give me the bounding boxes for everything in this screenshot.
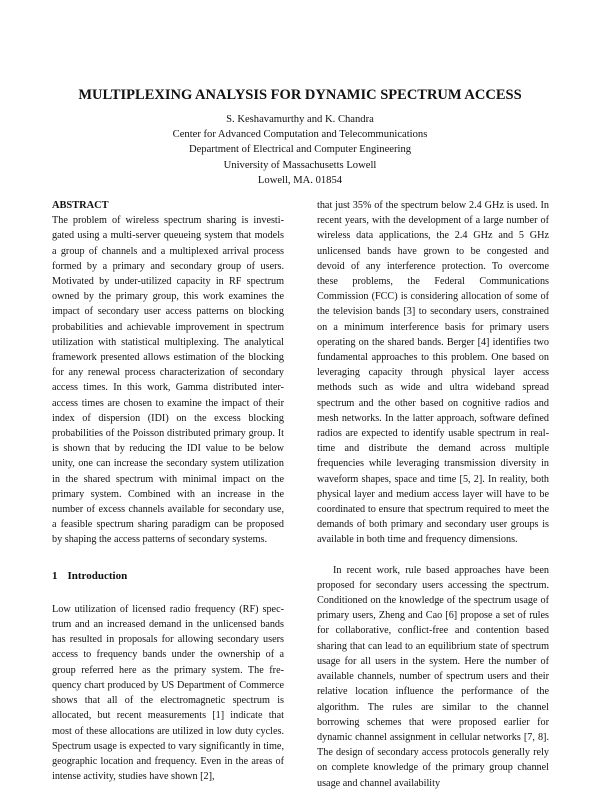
paper-title: MULTIPLEXING ANALYSIS FOR DYNAMIC SPECTRUM ACCESS bbox=[78, 87, 522, 103]
abstract-text: The problem of wireless spectrum sharing is investigated using a multi-server queueing system that models a group of channels and a multiplexed arrival process formed by a primary and secondary group of users. Motivated by under-utilized capacity in RF spectrum owned by the primary group, this work examines the impact of secondary user access patterns on blocking probabilities and achievable improvement in spectrum utilization with statistical multiplexing. The analytical framework presented allows estimation of the blocking for any renewal process characterization of secondary access times. In this work, Gamma distributed inter-access times are chosen to examine the impact of their index of dispersion (IDI) on the excess blocking probabilities of the Poisson distributed primary group. It is shown that by reducing the IDI value to be below unity, one can increase the secondary system utilization in the shared spectrum with minimal impact on the primary system. Combined with an increase in the number of excess channels available for secondary use, a feasible spectrum sharing paradigm can be proposed by shaping the access patterns of secondary systems. bbox=[52, 215, 284, 546]
affiliation-line: University of Massachusetts Lowell bbox=[223, 159, 377, 171]
intro-paragraph-1-part-a: Low utilization of licensed radio frequency (RF) spectrum and an increased demand in the unlicensed bands has resulted in proposals for allowing secondary users access to frequency bands under the ownership of a group referred here as the primary system. The frequency chart produced by US Department of Commerce shows that all of the electromagnetic spectrum is allocated, but recent measurements [1] indicate that most of these allocations are utilized in low duty cycles. Spectrum usage is expected to vary significantly in time, geographic location and frequency. Even in the areas of intense activity, studies have shown [2], bbox=[52, 603, 284, 783]
right-column bbox=[317, 198, 549, 791]
intro-paragraph-1-part-b: that just 35% of the spectrum below 2.4 GHz is used. In recent years, with the development of a large number of wireless data applications, the 2.4 GHz and 5 GHz unlicensed bands have grown to be congested and devoid of any interference protection. To overcome these problems, the Federal Communications Commission (FCC) is considering allocation of some of the television bands [3] to secondary users, constrained on a minimum interference basis for primary users operating on the shared bands. Berger [4] identifies two fundamental approaches to this problem. One based on leveraging capacity through physical layer access methods such as wide and ultra wideband spread spectrum and the other based on cognitive radios and mesh networks. In the latter approach, software defined radios are expected to identify usable spectrum in real-time and distribute the demand across multiple frequencies while leveraging transmission diversity in waveform shapes, space and time [5, 2]. In reality, both physical layer and medium access layer will have to be coordinated to ensure that spectrum required to meet the demands of both primary and secondary user groups is available in both time and frequency dimensions. bbox=[317, 200, 549, 546]
affiliation-line: Department of Electrical and Computer Engineering bbox=[188, 144, 412, 156]
intro-paragraph-2: In recent work, rule based approaches have been proposed for secondary users accessing the spectrum. Conditioned on the knowledge of the spectrum usage of primary users, Zheng and Cao [6] propose a set of rules for collaborative, conflict-free and contention based sharing that can lead to an equilibrium state of spectrum usage for all users in the system. Here the number of available channels, number of spectrum users and their relative location influence the performance of the algorithm. The rules are similar to the channel borrowing schemes that were proposed earlier for dynamic channel assignment in cellular networks [7, 8]. The design of secondary access protocols generally rely on complete knowledge of the primary group channel usage and channel availability bbox=[317, 564, 549, 789]
author-block bbox=[0, 112, 600, 188]
left-column bbox=[52, 198, 284, 784]
section-heading-introduction bbox=[52, 569, 284, 584]
author-names: S. Keshavamurthy and K. Chandra bbox=[226, 114, 374, 125]
section-number: 1 bbox=[52, 569, 58, 582]
abstract-heading: ABSTRACT bbox=[52, 200, 109, 211]
affiliation-line: Lowell, MA. 01854 bbox=[257, 174, 343, 186]
section-title: Introduction bbox=[67, 569, 128, 582]
affiliation-line: Center for Advanced Computation and Telecommunications bbox=[172, 129, 428, 141]
